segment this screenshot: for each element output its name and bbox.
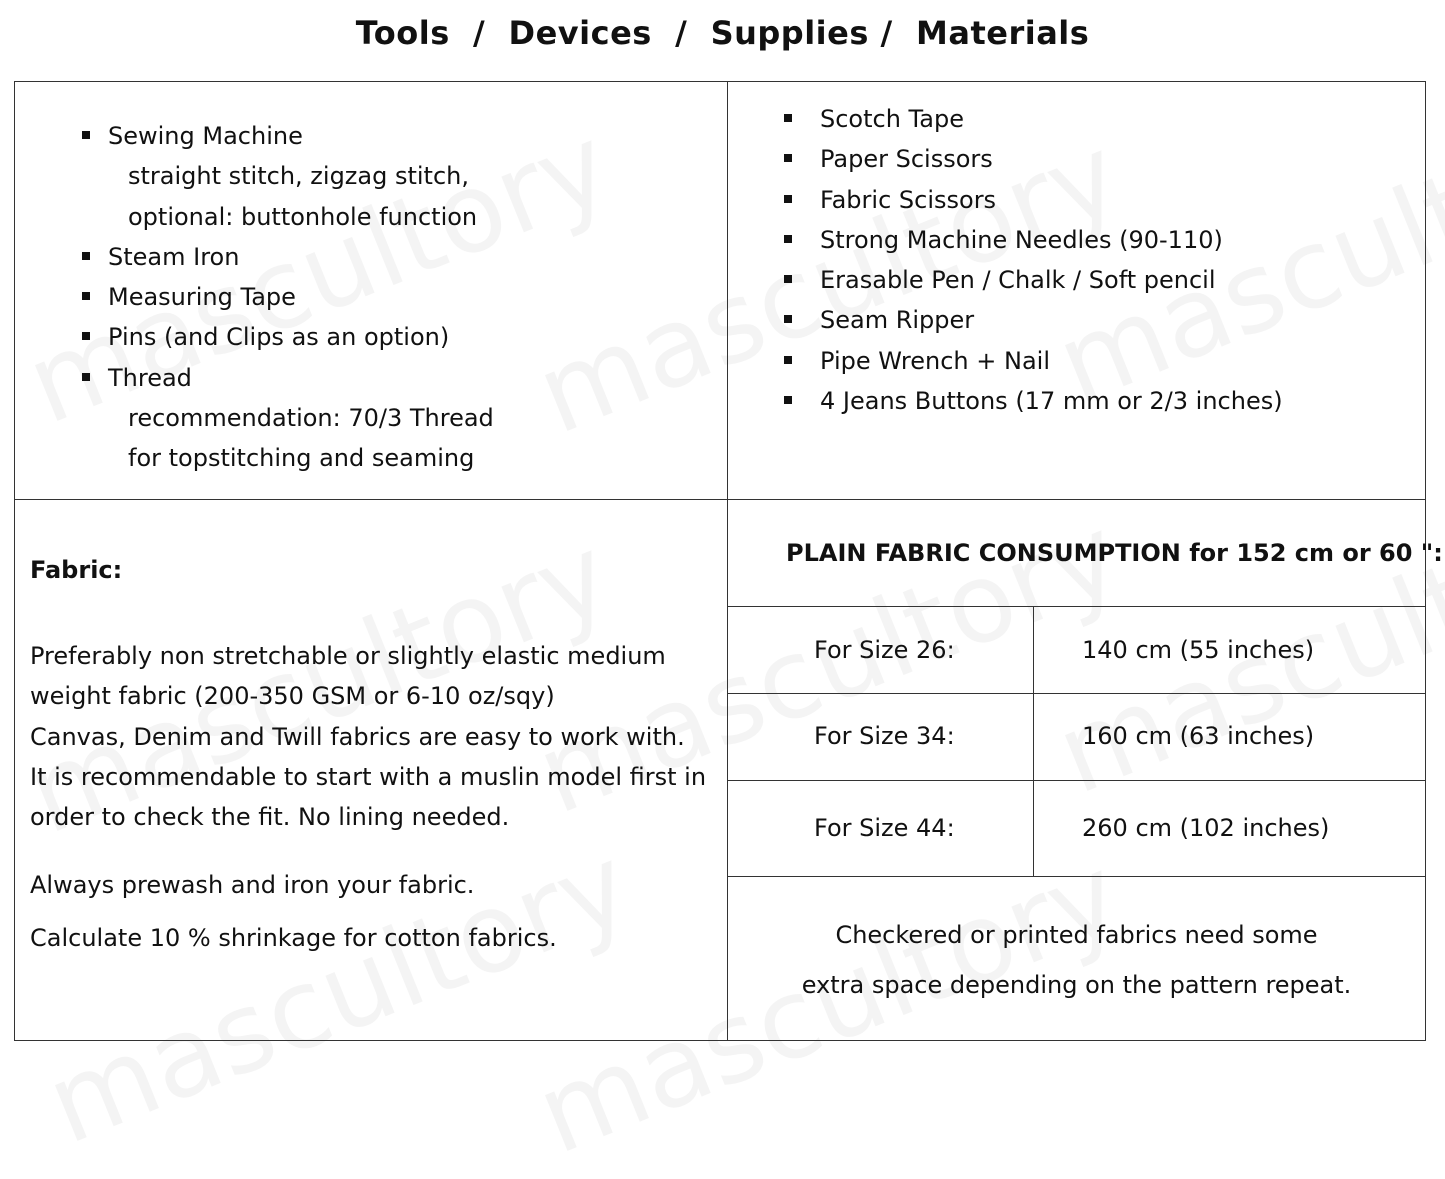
- bullet-icon: [82, 131, 90, 139]
- size-amount: 160 cm (63 inches): [1082, 722, 1315, 750]
- list-item: [784, 300, 1283, 340]
- list-item: [82, 116, 494, 237]
- list-item: [82, 317, 494, 357]
- fabric-heading: Fabric:: [30, 556, 123, 584]
- list-item: [784, 180, 1283, 220]
- bullet-icon: [784, 235, 792, 243]
- tools-list-left: [82, 116, 494, 479]
- fabric-line: Preferably non stretchable or slightly elastic medium: [30, 642, 666, 670]
- list-item: [784, 260, 1283, 300]
- bullet-icon: [784, 396, 792, 404]
- item-label: Strong Machine Needles (90-110): [820, 225, 1223, 254]
- item-detail: straight stitch, zigzag stitch,: [128, 162, 469, 191]
- size-label: For Size 34:: [814, 722, 955, 750]
- item-label: Seam Ripper: [820, 306, 975, 335]
- list-item: [784, 341, 1283, 381]
- item-label: Steam Iron: [108, 242, 240, 271]
- column-divider: [727, 81, 728, 1041]
- size-label: For Size 44:: [814, 814, 955, 842]
- size-row-divider: [727, 876, 1426, 877]
- item-label: Thread: [108, 363, 192, 392]
- item-label: Pins (and Clips as an option): [108, 323, 450, 352]
- item-label: Scotch Tape: [820, 105, 964, 133]
- pattern-note-line: extra space depending on the pattern repeat.: [801, 971, 1352, 999]
- list-item: [82, 277, 494, 317]
- bullet-icon: [82, 373, 90, 381]
- fabric-description: [30, 636, 706, 837]
- bullet-icon: [784, 195, 792, 203]
- item-detail: for topstitching and seaming: [128, 444, 475, 473]
- size-label: For Size 26:: [814, 636, 955, 664]
- pattern-note: [727, 910, 1426, 1010]
- item-label: Pipe Wrench + Nail: [820, 346, 1050, 375]
- item-detail: optional: buttonhole function: [128, 202, 478, 231]
- fabric-line: It is recommendable to start with a muslin model first in: [30, 762, 707, 791]
- pattern-note-line: Checkered or printed fabrics need some: [835, 921, 1318, 949]
- bullet-icon: [784, 315, 792, 323]
- prewash-note: Always prewash and iron your fabric.: [30, 871, 475, 899]
- item-detail: recommendation: 70/3 Thread: [128, 404, 494, 433]
- consumption-header-divider: [727, 606, 1426, 607]
- bullet-icon: [784, 154, 792, 162]
- page-title: Tools / Devices / Supplies / Materials: [355, 14, 1090, 52]
- fabric-line: order to check the fit. No lining needed.: [30, 803, 510, 832]
- bullet-icon: [784, 275, 792, 283]
- bullet-icon: [784, 356, 792, 364]
- item-label: Paper Scissors: [820, 145, 993, 174]
- list-item: [784, 139, 1283, 179]
- item-label: 4 Jeans Buttons (17 mm or 2/3 inches): [820, 387, 1283, 416]
- list-item: [82, 358, 494, 479]
- size-column-divider: [1033, 606, 1034, 876]
- shrinkage-note: Calculate 10 % shrinkage for cotton fabrics.: [30, 924, 557, 952]
- item-label: Measuring Tape: [108, 283, 296, 312]
- item-label: Erasable Pen / Chalk / Soft pencil: [820, 266, 1216, 295]
- item-label: Fabric Scissors: [820, 185, 997, 214]
- bullet-icon: [82, 252, 90, 260]
- list-item: [82, 237, 494, 277]
- bullet-icon: [784, 114, 792, 122]
- fabric-line: Canvas, Denim and Twill fabrics are easy to work with.: [30, 722, 685, 751]
- bullet-icon: [82, 292, 90, 300]
- item-label: Sewing Machine: [108, 122, 303, 150]
- list-item: [784, 220, 1283, 260]
- size-amount: 140 cm (55 inches): [1082, 636, 1315, 664]
- size-row-divider: [727, 693, 1426, 694]
- size-amount: 260 cm (102 inches): [1082, 814, 1330, 842]
- consumption-heading: PLAIN FABRIC CONSUMPTION for 152 cm or 60 ":: [786, 539, 1443, 567]
- tools-list-right: [784, 99, 1283, 421]
- row-divider: [14, 499, 1426, 500]
- size-row-divider: [727, 780, 1426, 781]
- bullet-icon: [82, 332, 90, 340]
- list-item: [784, 99, 1283, 139]
- fabric-line: weight fabric (200-350 GSM or 6-10 oz/sqy): [30, 682, 555, 711]
- list-item: [784, 381, 1283, 421]
